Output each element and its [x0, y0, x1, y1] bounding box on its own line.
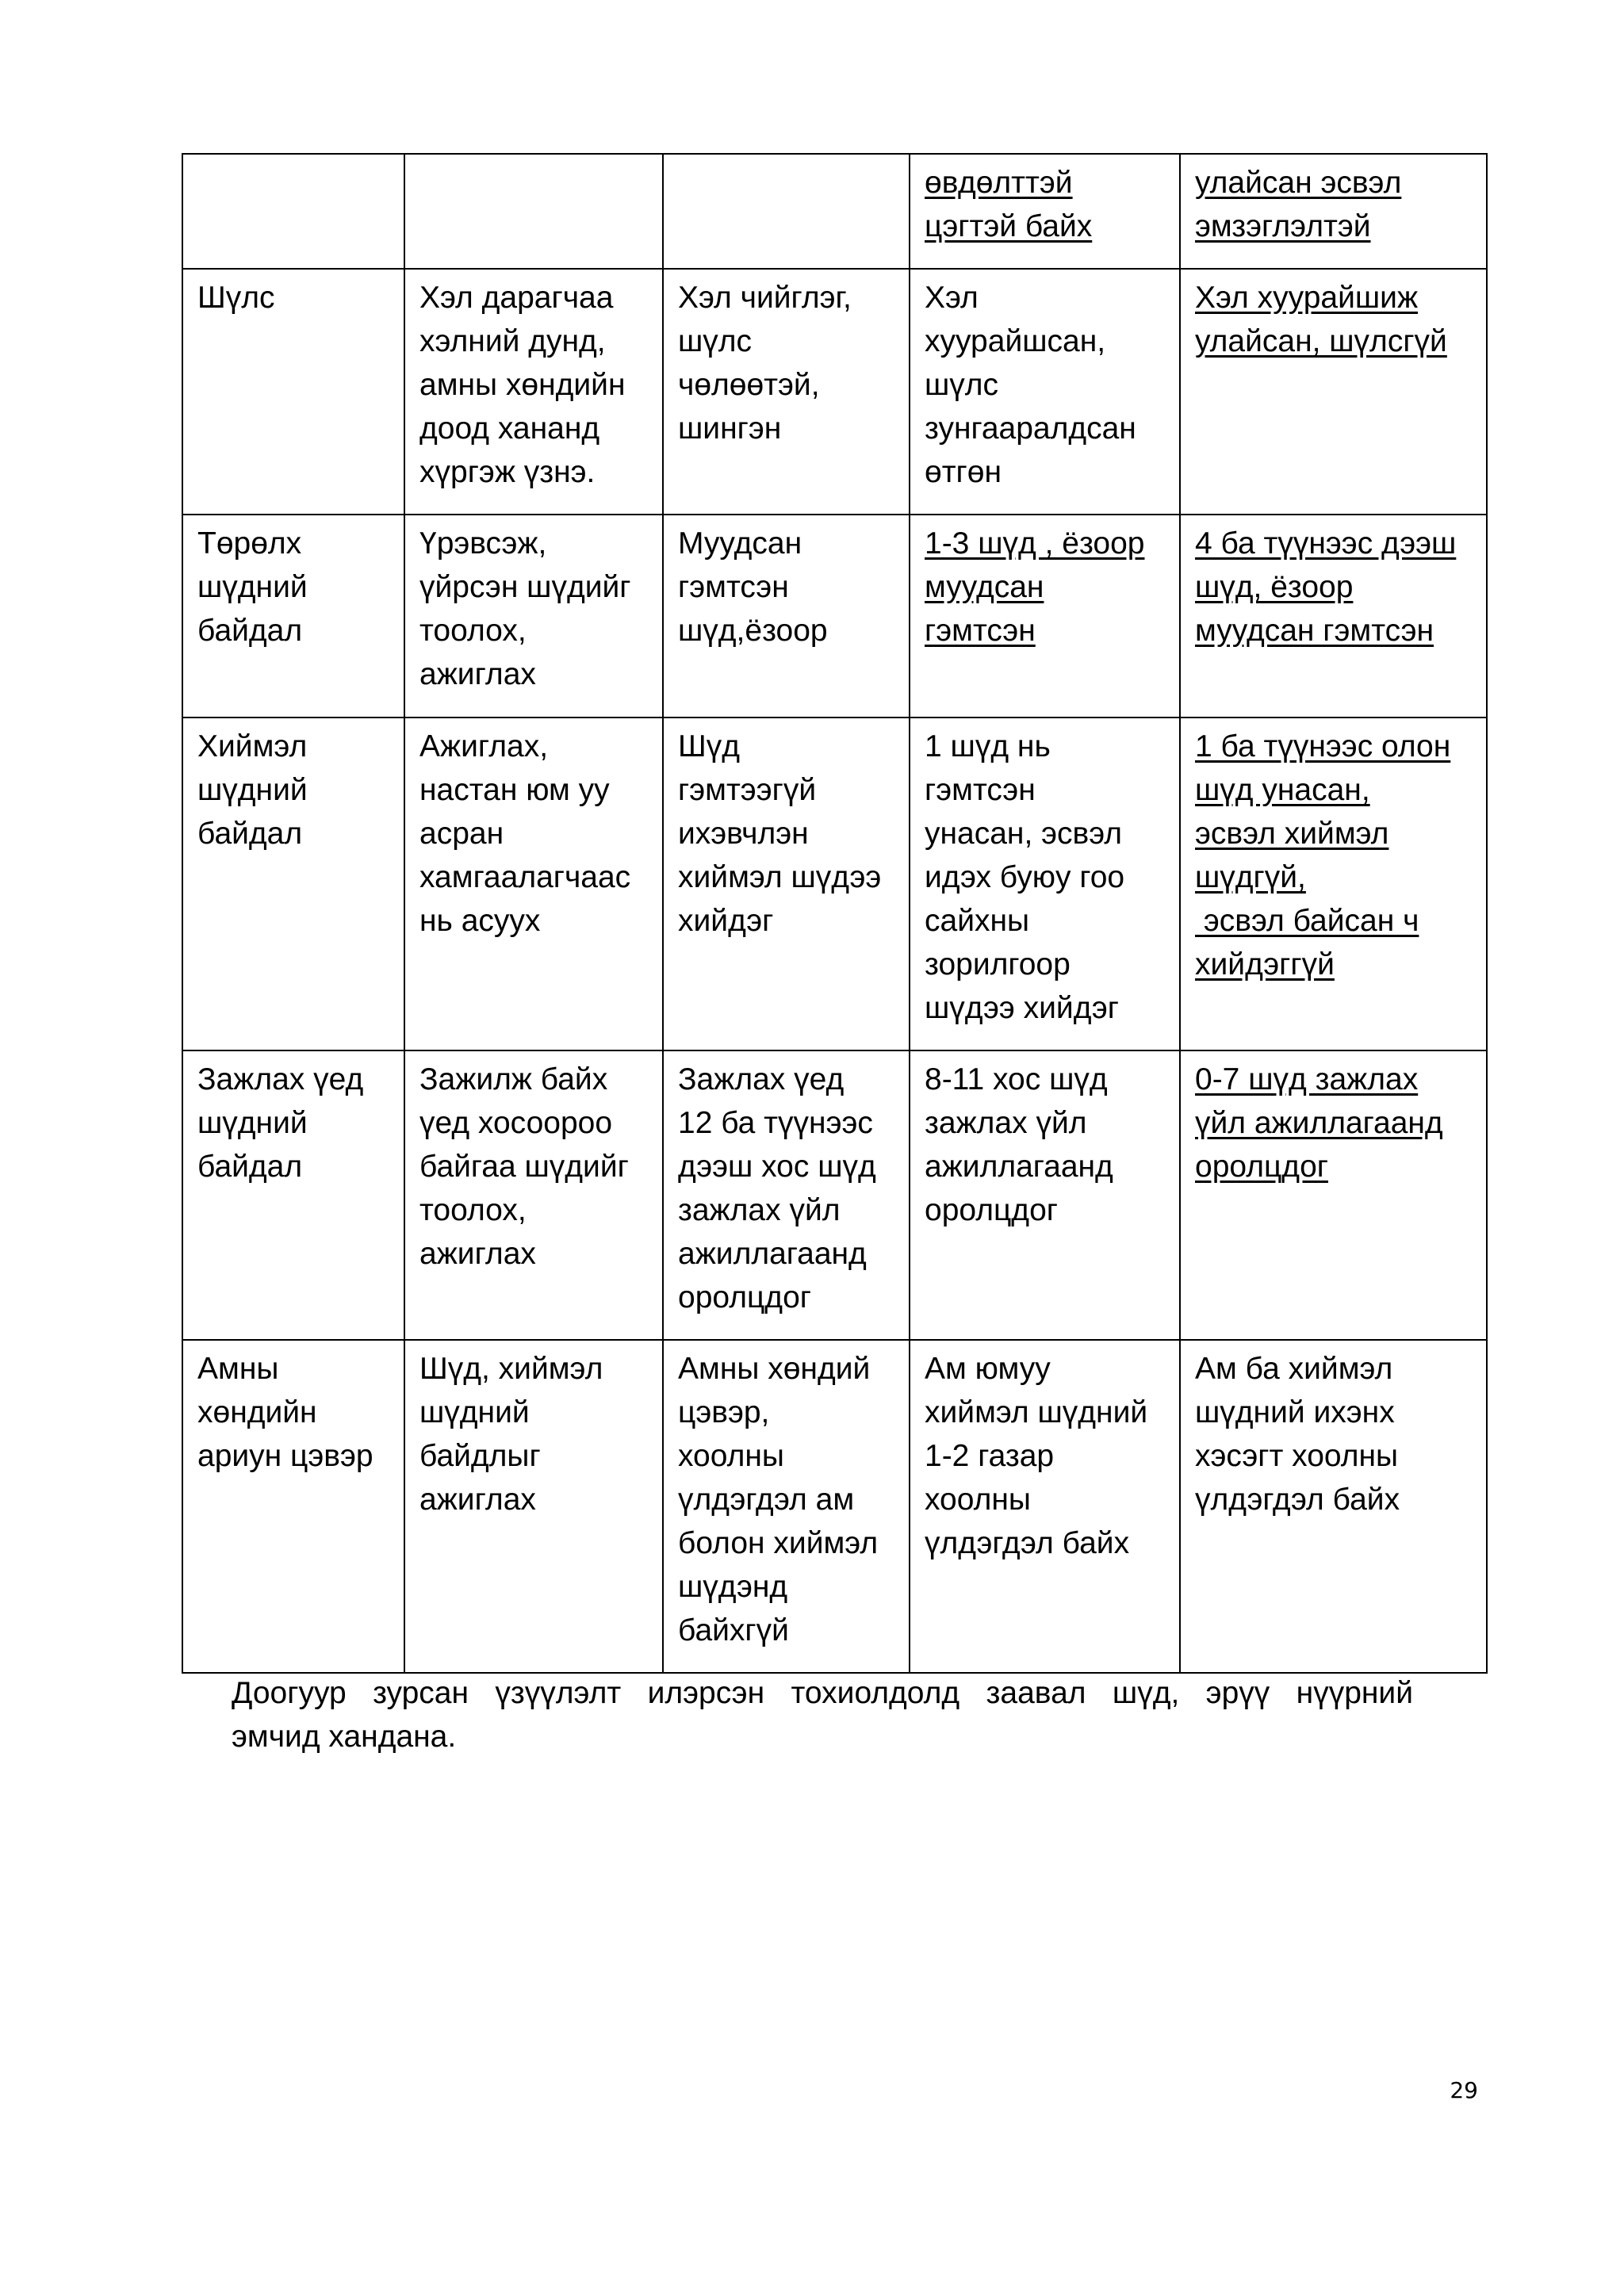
cell-text: Зажилж байх	[419, 1062, 608, 1096]
cell-text: улайсан эсвэл	[1195, 166, 1402, 200]
table-cell	[910, 1340, 1180, 1673]
cell-text: Ам юмуу	[925, 1352, 1051, 1386]
cell-text: 4 ба түүнээс дээш	[1195, 526, 1457, 561]
cell-text: 1-2 газар	[925, 1439, 1055, 1473]
cell-text: гэмтсэн	[925, 773, 1036, 807]
cell-text: болон хиймэл	[678, 1526, 879, 1560]
cell-text: хэсэгт хоолны	[1195, 1439, 1399, 1473]
cell-text: цэгтэй байх	[925, 209, 1093, 243]
cell-text: нь асуух	[419, 904, 541, 938]
row-header-cell	[182, 718, 404, 1050]
cell-text: амны хөндийн	[419, 368, 626, 402]
cell-text: шүдгүй,	[1195, 860, 1306, 894]
cell-text: шүдний	[197, 773, 308, 807]
cell-text: байдал	[197, 614, 303, 648]
cell-text: 0-7 шүд зажлах	[1195, 1062, 1419, 1096]
cell-text: хуурайшсан,	[925, 324, 1106, 358]
footnote-line: эмчид хандана.	[232, 1720, 457, 1754]
cell-text: байхгүй	[678, 1613, 789, 1647]
assessment-table	[182, 153, 1488, 1674]
cell-text: шүд, ёзоор	[1195, 570, 1354, 604]
table-row	[182, 515, 1487, 718]
cell-text: оролцдог	[925, 1193, 1058, 1227]
table-cell	[910, 269, 1180, 515]
table-cell	[404, 515, 663, 718]
cell-text: ажиглах	[419, 1237, 536, 1271]
cell-text: Төрөлх	[197, 526, 302, 561]
cell-text: 1 ба түүнээс олон	[1195, 729, 1451, 763]
cell-text: шүдний	[197, 1106, 308, 1140]
cell-text: Амны	[197, 1352, 279, 1386]
cell-text: гэмтсэн	[925, 614, 1036, 648]
cell-text: Хэл чийглэг,	[678, 281, 852, 315]
cell-text: шүлс	[678, 324, 753, 358]
cell-text: ажиглах	[419, 1483, 536, 1517]
table-row	[182, 269, 1487, 515]
cell-text: Хэл	[925, 281, 979, 315]
cell-text: Зажлах үед	[678, 1062, 845, 1096]
cell-text: зунгааралдсан	[925, 411, 1136, 446]
cell-text: Зажлах үед	[197, 1062, 364, 1096]
table-cell	[182, 154, 404, 269]
cell-text: асран	[419, 817, 504, 851]
cell-text: шүдний	[197, 570, 308, 604]
table-cell	[404, 718, 663, 1050]
cell-text: Ажиглах,	[419, 729, 549, 763]
cell-text: эсвэл хиймэл	[1195, 817, 1389, 851]
table-cell	[910, 515, 1180, 718]
cell-text: шүд унасан,	[1195, 773, 1370, 807]
cell-text: Хиймэл	[197, 729, 308, 763]
cell-text: байгаа шүдийг	[419, 1150, 629, 1184]
cell-text: 1-3 шүд , ёзоор	[925, 526, 1145, 561]
cell-text: ажиглах	[419, 657, 536, 691]
cell-text: ажиллагаанд	[678, 1237, 867, 1271]
table-cell	[1180, 154, 1487, 269]
table-cell	[1180, 269, 1487, 515]
cell-text: ажиллагаанд	[925, 1150, 1113, 1184]
cell-text: хөндийн	[197, 1395, 317, 1429]
table-cell	[663, 515, 910, 718]
cell-text: ихэвчлэн	[678, 817, 809, 851]
footnote-paragraph	[232, 1671, 1413, 1758]
cell-text: хийдэггүй	[1195, 947, 1335, 982]
cell-text: цэвэр,	[678, 1395, 770, 1429]
cell-text: Шүд, хиймэл	[419, 1352, 603, 1386]
table-cell	[404, 154, 663, 269]
cell-text: Шүд	[678, 729, 740, 763]
cell-text: унасан, эсвэл	[925, 817, 1123, 851]
cell-text: үйл ажиллагаанд	[1195, 1106, 1443, 1140]
cell-text: ариун цэвэр	[197, 1439, 373, 1473]
cell-text: шүдний	[419, 1395, 530, 1429]
cell-text: Хэл дарагчаа	[419, 281, 614, 315]
cell-text: хүргэж үзнэ.	[419, 455, 596, 489]
cell-text: тоолох,	[419, 614, 527, 648]
cell-text: шүд,ёзоор	[678, 614, 828, 648]
cell-text: өвдөлттэй	[925, 166, 1073, 200]
cell-text: Муудсан	[678, 526, 802, 561]
table-row	[182, 154, 1487, 269]
table-row	[182, 1050, 1487, 1340]
cell-text: үлдэгдэл ам	[678, 1483, 855, 1517]
cell-text: байдал	[197, 1150, 303, 1184]
cell-text: муудсан	[925, 570, 1044, 604]
cell-text: хэлний дунд,	[419, 324, 606, 358]
table-cell	[663, 1340, 910, 1673]
table-cell	[1180, 1340, 1487, 1673]
cell-text: муудсан гэмтсэн	[1195, 614, 1434, 648]
table-cell	[1180, 718, 1487, 1050]
cell-text: үед хосоороо	[419, 1106, 613, 1140]
cell-text: 1 шүд нь	[925, 729, 1051, 763]
cell-text: эсвэл байсан ч	[1195, 904, 1419, 938]
cell-text: идэх буюу гоо	[925, 860, 1125, 894]
row-header-cell	[182, 515, 404, 718]
cell-text: шүдний ихэнх	[1195, 1395, 1395, 1429]
cell-text: эмзэглэлтэй	[1195, 209, 1371, 243]
cell-text: сайхны	[925, 904, 1030, 938]
cell-text: хийдэг	[678, 904, 774, 938]
table-cell	[1180, 515, 1487, 718]
row-header-cell	[182, 269, 404, 515]
table-cell	[663, 269, 910, 515]
cell-text: хоолны	[678, 1439, 784, 1473]
table-cell	[910, 718, 1180, 1050]
page-number: 29	[1450, 2077, 1478, 2103]
table-cell	[910, 1050, 1180, 1340]
table-cell	[404, 1050, 663, 1340]
cell-text: чөлөөтэй,	[678, 368, 820, 402]
table-cell	[663, 154, 910, 269]
cell-text: 8-11 хос шүд	[925, 1062, 1108, 1096]
table-row	[182, 1340, 1487, 1673]
cell-text: 12 ба түүнээс	[678, 1106, 873, 1140]
cell-text: шүлс	[925, 368, 999, 402]
cell-text: хиймэл шүдний	[925, 1395, 1148, 1429]
cell-text: Ам ба хиймэл	[1195, 1352, 1393, 1386]
table-cell	[910, 154, 1180, 269]
cell-text: Амны хөндий	[678, 1352, 871, 1386]
row-header-cell	[182, 1050, 404, 1340]
table-cell	[663, 718, 910, 1050]
cell-text: өтгөн	[925, 455, 1002, 489]
cell-text: үлдэгдэл байх	[1195, 1483, 1400, 1517]
cell-text: гэмтээгүй	[678, 773, 817, 807]
cell-text: хоолны	[925, 1483, 1031, 1517]
cell-text: Шүлс	[197, 281, 275, 315]
cell-text: настан юм уу	[419, 773, 610, 807]
row-header-cell	[182, 1340, 404, 1673]
table-row	[182, 718, 1487, 1050]
cell-text: үйрсэн шүдийг	[419, 570, 631, 604]
table-cell	[404, 1340, 663, 1673]
table-cell	[663, 1050, 910, 1340]
cell-text: улайсан, шүлсгүй	[1195, 324, 1447, 358]
cell-text: оролцдог	[678, 1280, 811, 1314]
cell-text: шүдээ хийдэг	[925, 991, 1120, 1025]
cell-text: Үрэвсэж,	[419, 526, 547, 561]
cell-text: үлдэгдэл байх	[925, 1526, 1130, 1560]
cell-text: зажлах үйл	[678, 1193, 841, 1227]
cell-text: зажлах үйл	[925, 1106, 1087, 1140]
cell-text: шингэн	[678, 411, 782, 446]
cell-text: байдал	[197, 817, 303, 851]
table-cell	[404, 269, 663, 515]
cell-text: байдлыг	[419, 1439, 541, 1473]
cell-text: тоолох,	[419, 1193, 527, 1227]
cell-text: зорилгоор	[925, 947, 1071, 982]
table-cell	[1180, 1050, 1487, 1340]
cell-text: Хэл хуурайшиж	[1195, 281, 1419, 315]
cell-text: хиймэл шүдээ	[678, 860, 882, 894]
cell-text: шүдэнд	[678, 1570, 788, 1604]
cell-text: хамгаалагчаас	[419, 860, 631, 894]
cell-text: доод хананд	[419, 411, 600, 446]
footnote-line: Доогуур зурсан үзүүлэлт илэрсэн тохиолдолд заавал шүд, эрүү нүүрний	[232, 1676, 1413, 1710]
cell-text: гэмтсэн	[678, 570, 789, 604]
cell-text: дээш хос шүд	[678, 1150, 876, 1184]
cell-text: оролцдог	[1195, 1150, 1328, 1184]
